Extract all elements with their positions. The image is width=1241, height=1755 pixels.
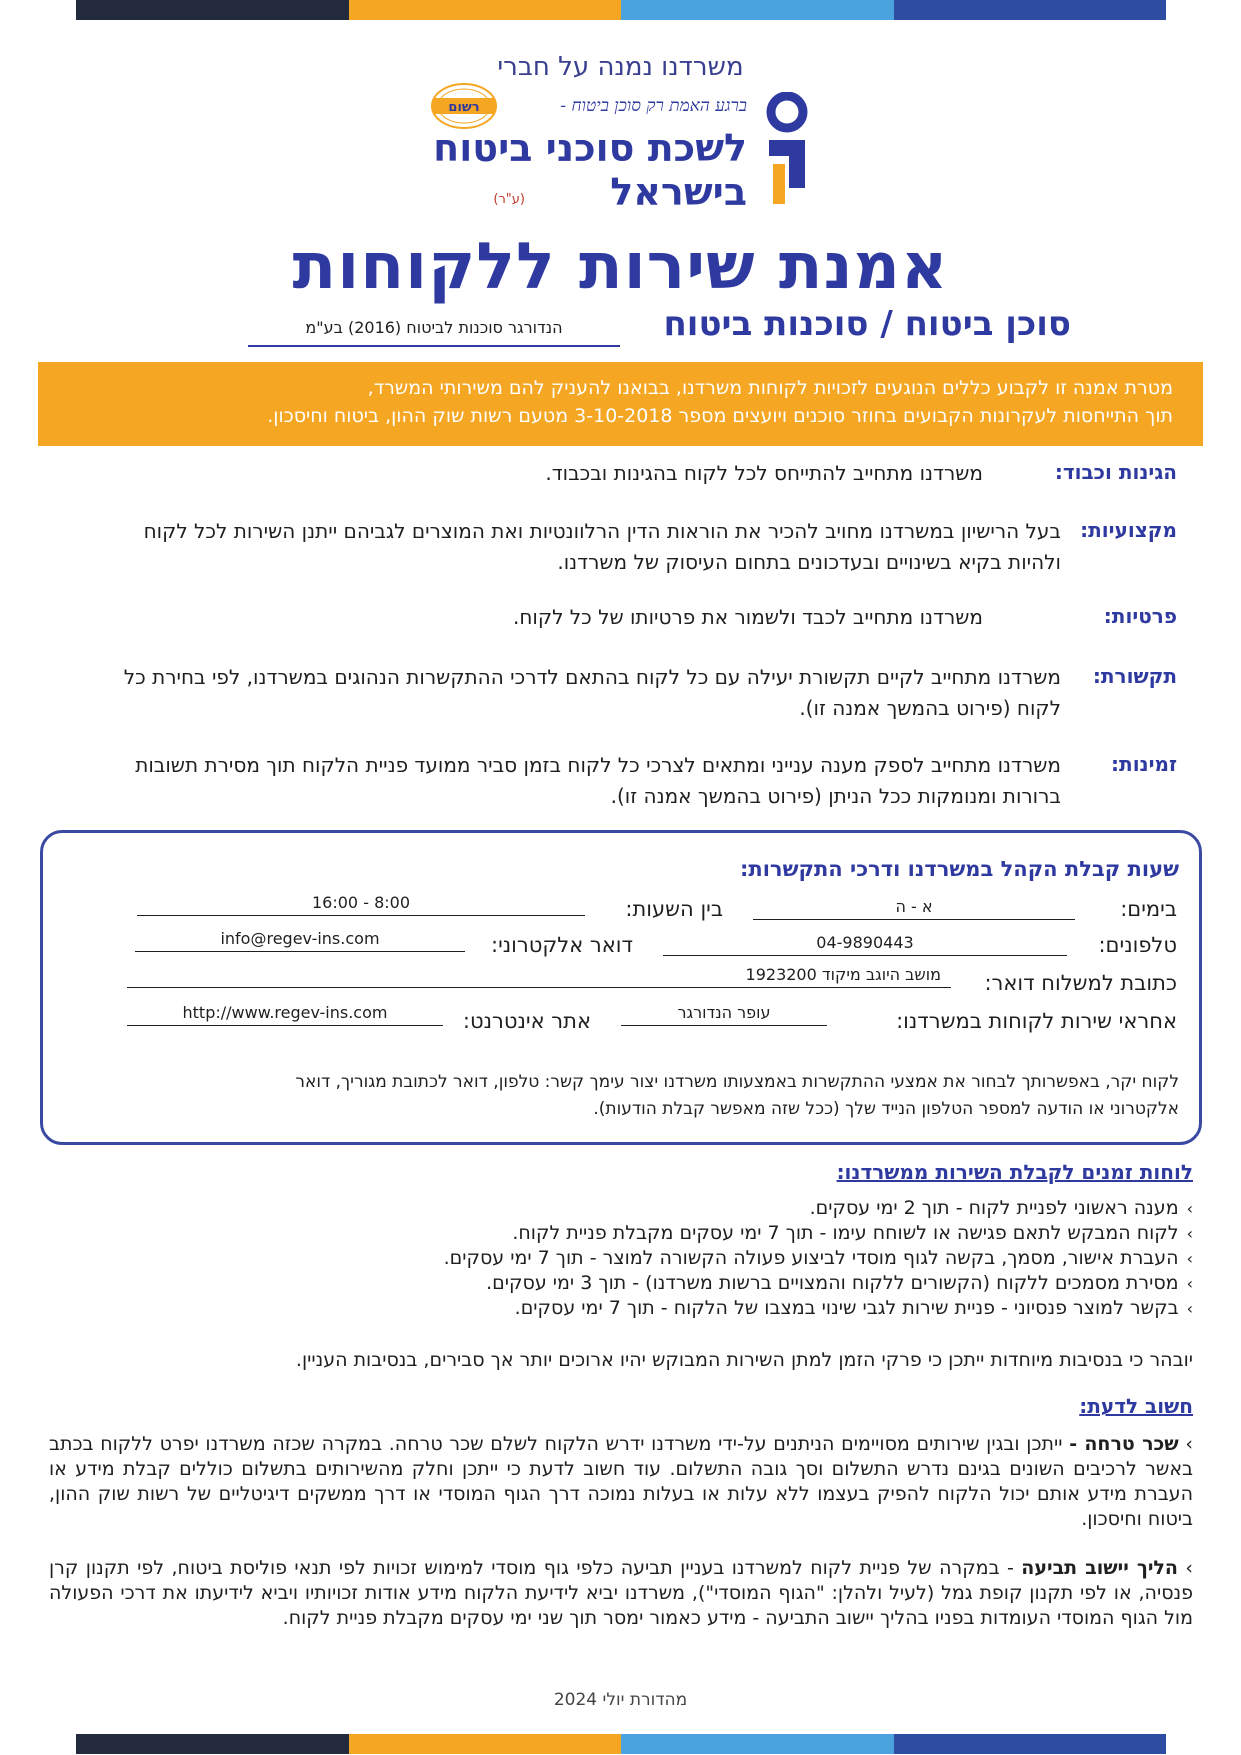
address-value: מושב היוגב מיקוד 1923200 xyxy=(127,965,951,988)
timeline-title: לוחות זמנים לקבלת השירות ממשרדנו: xyxy=(836,1160,1193,1184)
contact-preference-note xyxy=(59,1069,1179,1123)
phone-value: 04-9890443 xyxy=(663,933,1067,956)
principle-text: בעל הרישיון במשרדנו מחויב להכיר את הוראות הדין הרלוונטיות ואת המוצרים לגביהם ייתנן השירות לכל לקוח ולהיות בקיא בשינויים ובעדכונים בתחום העיסוק של משרדנו. xyxy=(143,519,1061,574)
website-label: אתר אינטרנט: xyxy=(462,1009,591,1033)
important-title: חשוב לדעת: xyxy=(1079,1394,1193,1418)
fee-text: ייתכן ובגין שירותים מסויימים הניתנים על-ידי משרדנו ידרש הלקוח לשלם שכר טרחה. במקרה שכזה משרדנו יפרט ללקוח בכתב באשר לרכיבים השונים בגינם נדרש התשלום וסך גובה התשלום. עוד חשוב לדעת כי ייתכן וחלק מהשירותים בתשלום כוללים קבלת מידע או העברת מידע אותם יכול הלקוח להפיק בעצמו ללא עלות או בעלות נמוכה דרך הגוף המוסדי או דרך ממשקים דיגיטליים של רשות שוק ההון, ביטוח וחיסכון. xyxy=(49,1433,1193,1530)
stamp-text: רשום xyxy=(448,100,480,115)
bullet-icon: › xyxy=(1177,1557,1194,1579)
days-value: א - ה xyxy=(753,897,1075,920)
fee-label: שכר טרחה - xyxy=(1069,1433,1179,1455)
principle-text: משרדנו מתחייב לכבד ולשמור את פרטיותו של כל לקוח. xyxy=(513,605,983,629)
service-manager-label: אחראי שירות לקוחות במשרדנו: xyxy=(896,1009,1177,1033)
banner-line-1: מטרת אמנה זו לקבוע כללים הנוגעים לזכויות לקוחות משרדנו, בבואנו להעניק להם משירותי המשרד, xyxy=(367,377,1173,399)
principle-text: משרדנו מתחייב לקיים תקשורת יעילה עם כל לקוח בהתאם לדרכי ההתקשרות הנהוגים במשרדנו, לפי בחירת כל לקוח (פירוט בהמשך אמנה זו). xyxy=(123,665,1061,720)
email-label: דואר אלקטרוני: xyxy=(491,933,633,957)
member-note: משרדנו נמנה על חברי xyxy=(497,52,744,82)
hours-label: בין השעות: xyxy=(625,897,723,921)
document-version: מהדורת יולי 2024 xyxy=(553,1690,688,1710)
principle-label: תקשורת: xyxy=(1092,664,1177,688)
address-label: כתובת למשלוח דואר: xyxy=(984,971,1177,995)
principle-text: משרדנו מתחייב להתייחס לכל לקוח בהגינות ובכבוד. xyxy=(545,461,983,485)
principle-label: פרטיות: xyxy=(1103,604,1177,628)
page-title: אמנת שירות ללקוחות xyxy=(292,230,949,304)
timeline-footnote: יובהר כי בנסיבות מיוחדות ייתכן כי פרקי הזמן למתן השירות המבוקש יהיו ארוכים יותר אך סבירים, בנסיבות העניין. xyxy=(295,1349,1193,1371)
principle-label: זמינות: xyxy=(1111,752,1177,776)
contact-box-title: שעות קבלת הקהל במשרדנו ודרכי התקשרות: xyxy=(739,857,1179,881)
bottom-color-stripe xyxy=(76,1734,1166,1754)
principle-label: הגינות וכבוד: xyxy=(1054,460,1177,484)
list-item: › מענה ראשוני לפניית לקוח - תוך 2 ימי עסקים. xyxy=(93,1196,1193,1221)
logo-tagline: ברגע האמת רק סוכן ביטוח - xyxy=(560,96,747,116)
list-item: › העברת אישור, מסמך, בקשה לגוף מוסדי לביצוע פעולה הקשורה למוצר - תוך 7 ימי עסקים. xyxy=(93,1246,1193,1271)
phone-label: טלפונים: xyxy=(1098,933,1177,957)
principle-label: מקצועיות: xyxy=(1080,518,1177,542)
logo-name-line2: בישראל xyxy=(610,170,747,214)
association-logo xyxy=(415,88,815,216)
contact-note-line-1: לקוח יקר, באפשרותך לבחור את אמצעי ההתקשרות באמצעותו משרדנו יצור עימך קשר: טלפון, דואר לכתובת מגוריך, דואר xyxy=(295,1072,1179,1092)
claim-label: הליך יישוב תביעה xyxy=(1021,1557,1178,1579)
email-value: info@regev-ins.com xyxy=(135,929,465,952)
contact-hours-box xyxy=(40,830,1202,1145)
bullet-icon: › xyxy=(1178,1433,1193,1455)
claim-paragraph xyxy=(49,1556,1193,1631)
page-subtitle: סוכן ביטוח / סוכנות ביטוח xyxy=(663,304,1071,344)
agency-name: הנדורגר סוכנות לביטוח (2016) בע"מ xyxy=(248,318,620,347)
timeline-list xyxy=(93,1196,1193,1321)
fee-paragraph xyxy=(49,1432,1193,1532)
days-label: בימים: xyxy=(1120,897,1177,921)
list-item: › בקשר למוצר פנסיוני - פניית שירות לגבי שינוי במצבו של הלקוח - תוך 7 ימי עסקים. xyxy=(93,1296,1193,1321)
website-value: http://www.regev-ins.com xyxy=(127,1003,443,1026)
claim-text: - במקרה של פניית לקוח למשרדנו בעניין תביעה כלפי גוף מוסדי למימוש זכויות לפי תנאי פוליסת ביטוח, לפי תקנון קרן פנסיה, או לפי תקנון קופת גמל (לעיל ולהלן: "הגוף המוסדי"), משרדנו יביא לידיעת הלקוח מידע אודות זכויותיו ויביא לידיעתו את דרכי הפעולה מול הגוף המוסדי העומדות בפניו בהליך יישוב התביעה - מידע כאמור ימסר תוך שני ימי עסקים מקבלת פניית לקוח. xyxy=(49,1557,1193,1629)
purpose-banner xyxy=(38,362,1203,446)
logo-registered-mark: (ע"ר) xyxy=(493,192,525,207)
top-color-stripe xyxy=(76,0,1166,20)
hours-value: 8:00 - 16:00 xyxy=(137,893,585,916)
list-item: › מסירת מסמכים ללקוח (הקשורים ללקוח והמצויים ברשות משרדנו) - תוך 3 ימי עסקים. xyxy=(93,1271,1193,1296)
service-manager-value: עופר הנדורגר xyxy=(621,1003,827,1026)
principle-text: משרדנו מתחייב לספק מענה ענייני ומתאים לצרכי כל לקוח בזמן סביר ממועד פניית הלקוח תוך מסירת תשובות ברורות ומנומקות ככל הניתן (פירוט בהמשך אמנה זו). xyxy=(135,753,1061,808)
contact-note-line-2: אלקטרוני או הודעה למספר הטלפון הנייד שלך (ככל שזה מאפשר קבלת הודעות). xyxy=(593,1099,1179,1119)
banner-line-2: תוך התייחסות לעקרונות הקבועים בחוזר סוכנים ויועצים מספר 3-10-2018 מטעם רשות שוק ההון, ביטוח וחיסכון. xyxy=(267,405,1173,427)
logo-name-line1: לשכת סוכני ביטוח xyxy=(433,126,747,170)
list-item: › לקוח המבקש לתאם פגישה או לשוחח עימו - תוך 7 ימי עסקים מקבלת פניית לקוח. xyxy=(93,1221,1193,1246)
registered-stamp-icon xyxy=(425,80,503,132)
association-logo-icon xyxy=(759,92,815,210)
